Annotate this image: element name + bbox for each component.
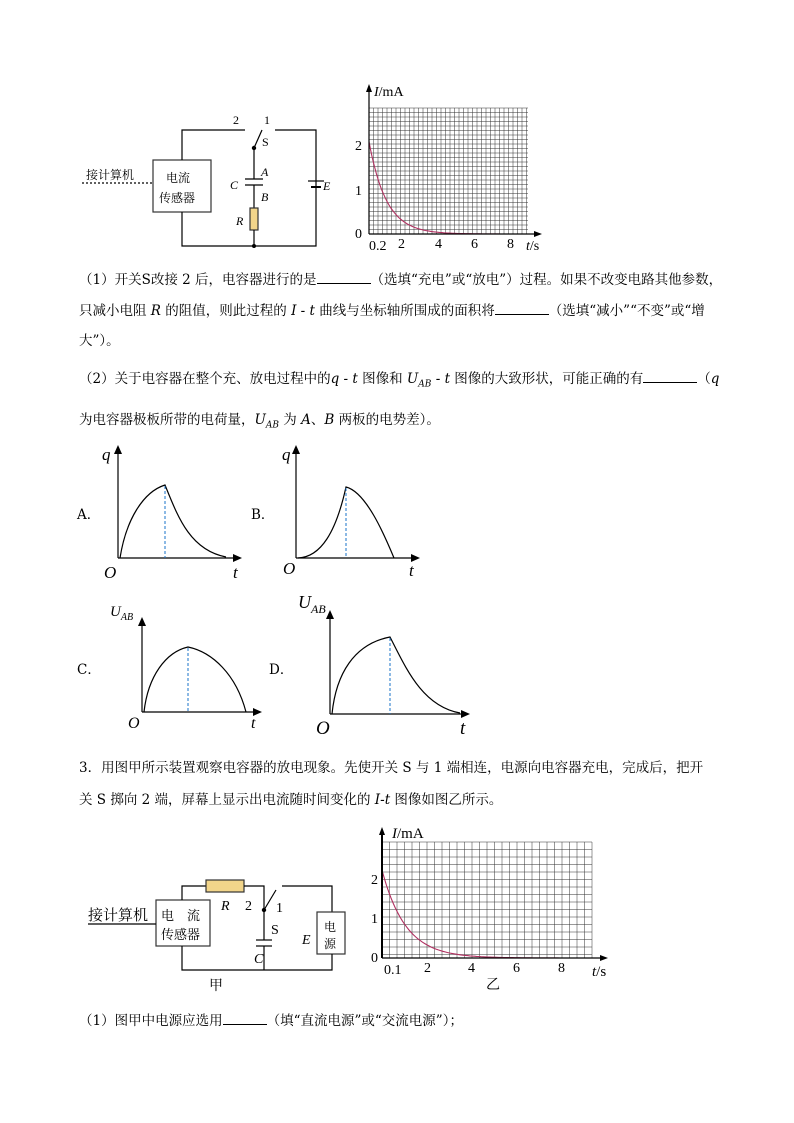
fig1-switch-label: S (262, 135, 269, 149)
graph1-xlabel: t/s (526, 239, 540, 254)
option-a-q-axis: q (102, 445, 111, 464)
q2-text-a: （2）关于电容器在整个充、放电过程中的 (79, 371, 331, 387)
graph1-xtick-0.2: 0.2 (369, 239, 387, 254)
graph2-xtick-0.1: 0.1 (384, 963, 402, 978)
fig1-resistor-label: R (236, 214, 244, 228)
q2-line1 (79, 368, 719, 395)
option-d-curve (332, 637, 460, 714)
fig2-cap-label: C (254, 952, 264, 967)
q2-q-symbol: q (710, 371, 720, 387)
option-c-label[interactable]: C． (77, 662, 101, 678)
q1-line2-b: 的阻值，则此过程的 (160, 303, 292, 319)
graph1-xtick-6: 6 (471, 237, 478, 252)
q1-it-symbol: I - t (291, 303, 315, 319)
q1-blank-2[interactable] (495, 300, 549, 315)
option-a-t-axis: t (233, 563, 238, 582)
q2-line2-c: 、 (310, 412, 325, 428)
q2-line2-b: 为 (279, 412, 302, 428)
fig1-source-label: E (323, 179, 331, 193)
graph1-decay-curve (369, 142, 515, 234)
fig1-node-1: 1 (264, 113, 270, 127)
fig2-node-2: 2 (245, 899, 252, 914)
graph1-xtick-8: 8 (507, 237, 514, 252)
fig2-source-label: E (302, 933, 311, 948)
q3-line2 (79, 790, 502, 810)
q2-line2-a: 为电容器极板所带的电荷量， (79, 412, 255, 428)
option-a-graph[interactable] (98, 442, 248, 582)
graph2-ytick-1: 1 (371, 912, 378, 927)
fig1-plate-b: B (261, 190, 269, 204)
graph1-ylabel: I/mA (374, 85, 404, 100)
q2-line2 (79, 410, 440, 436)
q3-1-blank[interactable] (223, 1010, 267, 1025)
fig1-cap-label: C (230, 178, 239, 192)
q1-line2 (79, 300, 705, 321)
graph1-ytick-0: 0 (355, 227, 362, 242)
graph2-xtick-8: 8 (558, 961, 565, 976)
graph1-xtick-2: 2 (398, 237, 405, 252)
graph1-ytick-1: 1 (355, 184, 362, 199)
fig1-computer-label: 接计算机 (86, 168, 135, 182)
option-b-curve (298, 487, 394, 558)
graph2-xtick-6: 6 (513, 961, 520, 976)
graph2-xlabel: t/s (592, 964, 607, 980)
q2-text-c: 图像的大致形状，可能正确的有 (450, 371, 644, 387)
option-c-curve (144, 647, 246, 712)
q1-line2-c: 曲线与坐标轴所围成的面积将 (314, 303, 495, 319)
q3-1-text-b: （填“直流电源”或“交流电源”）； (266, 1013, 463, 1029)
q1-text-a: （1）开关S改接 2 后，电容器进行的是 (79, 272, 317, 288)
graph1-ytick-2: 2 (355, 139, 362, 154)
q3-1-line (79, 1010, 463, 1031)
fig1-sensor-line1: 电流 (166, 171, 191, 185)
q2-plate-a: A (301, 412, 311, 428)
q3-line2-a: 关 S 掷向 2 端，屏幕上显示出电流随时间变化的 (79, 792, 375, 808)
option-a-curve (120, 485, 226, 558)
fig1-plate-a: A (261, 165, 269, 179)
q2-blank[interactable] (643, 368, 697, 383)
q2-line2-u: U (254, 412, 266, 428)
q2-line2-sub: AB (265, 420, 280, 431)
option-c-origin: O (128, 715, 140, 732)
graph1-grid (369, 108, 528, 234)
q2-text-b: 图像和 (357, 371, 407, 387)
q3-line1: 3．用图甲所示装置观察电容器的放电现象。先使开关 S 与 1 端相连，电源向电容器充电，完成后，把开 (79, 760, 704, 776)
option-b-origin: O (283, 559, 296, 578)
q2-qt-symbol: q - t (330, 371, 358, 387)
fig1-node-2: 2 (233, 113, 239, 127)
option-b-q-axis: q (282, 445, 291, 464)
fig2-sensor-line2: 传感器 (161, 927, 201, 942)
graph2-grid (382, 842, 592, 958)
fig2-source-box-1: 电 (324, 920, 337, 934)
graph1-xtick-4: 4 (435, 237, 442, 252)
circuit-diagram-2 (86, 878, 346, 996)
option-c-t-axis: t (251, 715, 256, 732)
q1-line1 (79, 269, 722, 290)
fig2-caption: 甲 (209, 979, 223, 994)
graph2-ytick-0: 0 (371, 951, 378, 966)
fig2-sensor-line1: 电 流 (161, 908, 201, 923)
fig2-source-box-2: 源 (324, 937, 337, 951)
fig1-sensor-line2: 传感器 (159, 191, 196, 205)
q1-resistor-symbol: R (150, 303, 161, 319)
option-a-label[interactable]: A． (77, 507, 101, 523)
q1-line2-a: 只减小电阻 (79, 303, 151, 319)
option-b-label[interactable]: B． (251, 507, 275, 523)
fig2-switch-label: S (271, 923, 279, 938)
fig2-node-1: 1 (276, 901, 283, 916)
option-d-t-axis: t (460, 718, 466, 739)
option-d-u-axis: $U_{AB}$ (298, 592, 326, 616)
fig2-resistor-label: R (221, 899, 230, 914)
graph2-ylabel: I/mA (392, 826, 424, 842)
option-b-graph[interactable] (276, 442, 426, 582)
graph2-caption: 乙 (486, 978, 500, 993)
option-d-label[interactable]: D． (269, 662, 294, 678)
q2-u-symbol: U (406, 371, 419, 387)
option-b-t-axis: t (409, 561, 414, 580)
option-d-origin: O (316, 718, 330, 739)
q1-line3: 大”）。 (79, 333, 120, 349)
q1-blank-1[interactable] (317, 269, 371, 284)
q2-u-sub: AB (418, 379, 432, 390)
q1-text-b: （选填“充电”或“放电”）过程。如果不改变电路其他参数， (370, 272, 723, 288)
q1-line2-d: （选填“减小”“不变”或“增 (548, 303, 705, 319)
current-time-graph-1 (350, 82, 550, 254)
graph2-ytick-2: 2 (371, 873, 378, 888)
q2-line2-d: 两板的电势差）。 (334, 412, 440, 428)
q3-it-symbol: I-t (374, 792, 391, 808)
q2-ut-symbol: - t (431, 371, 450, 387)
q3-1-text-a: （1）图甲中电源应选用 (79, 1013, 223, 1029)
option-c-graph[interactable] (104, 596, 274, 736)
circuit-diagram-1 (80, 108, 350, 253)
q2-text-d: （ (697, 371, 711, 387)
option-d-graph[interactable] (294, 588, 484, 743)
option-a-origin: O (104, 563, 117, 582)
fig2-computer-label: 接计算机 (88, 908, 149, 924)
option-c-u-axis: $U_{AB}$ (110, 604, 134, 623)
graph2-xtick-4: 4 (468, 961, 475, 976)
graph2-xtick-2: 2 (424, 961, 431, 976)
q3-line2-b: 图像如图乙所示。 (390, 792, 503, 808)
current-time-graph-2 (362, 822, 622, 994)
q2-plate-b: B (324, 412, 335, 428)
